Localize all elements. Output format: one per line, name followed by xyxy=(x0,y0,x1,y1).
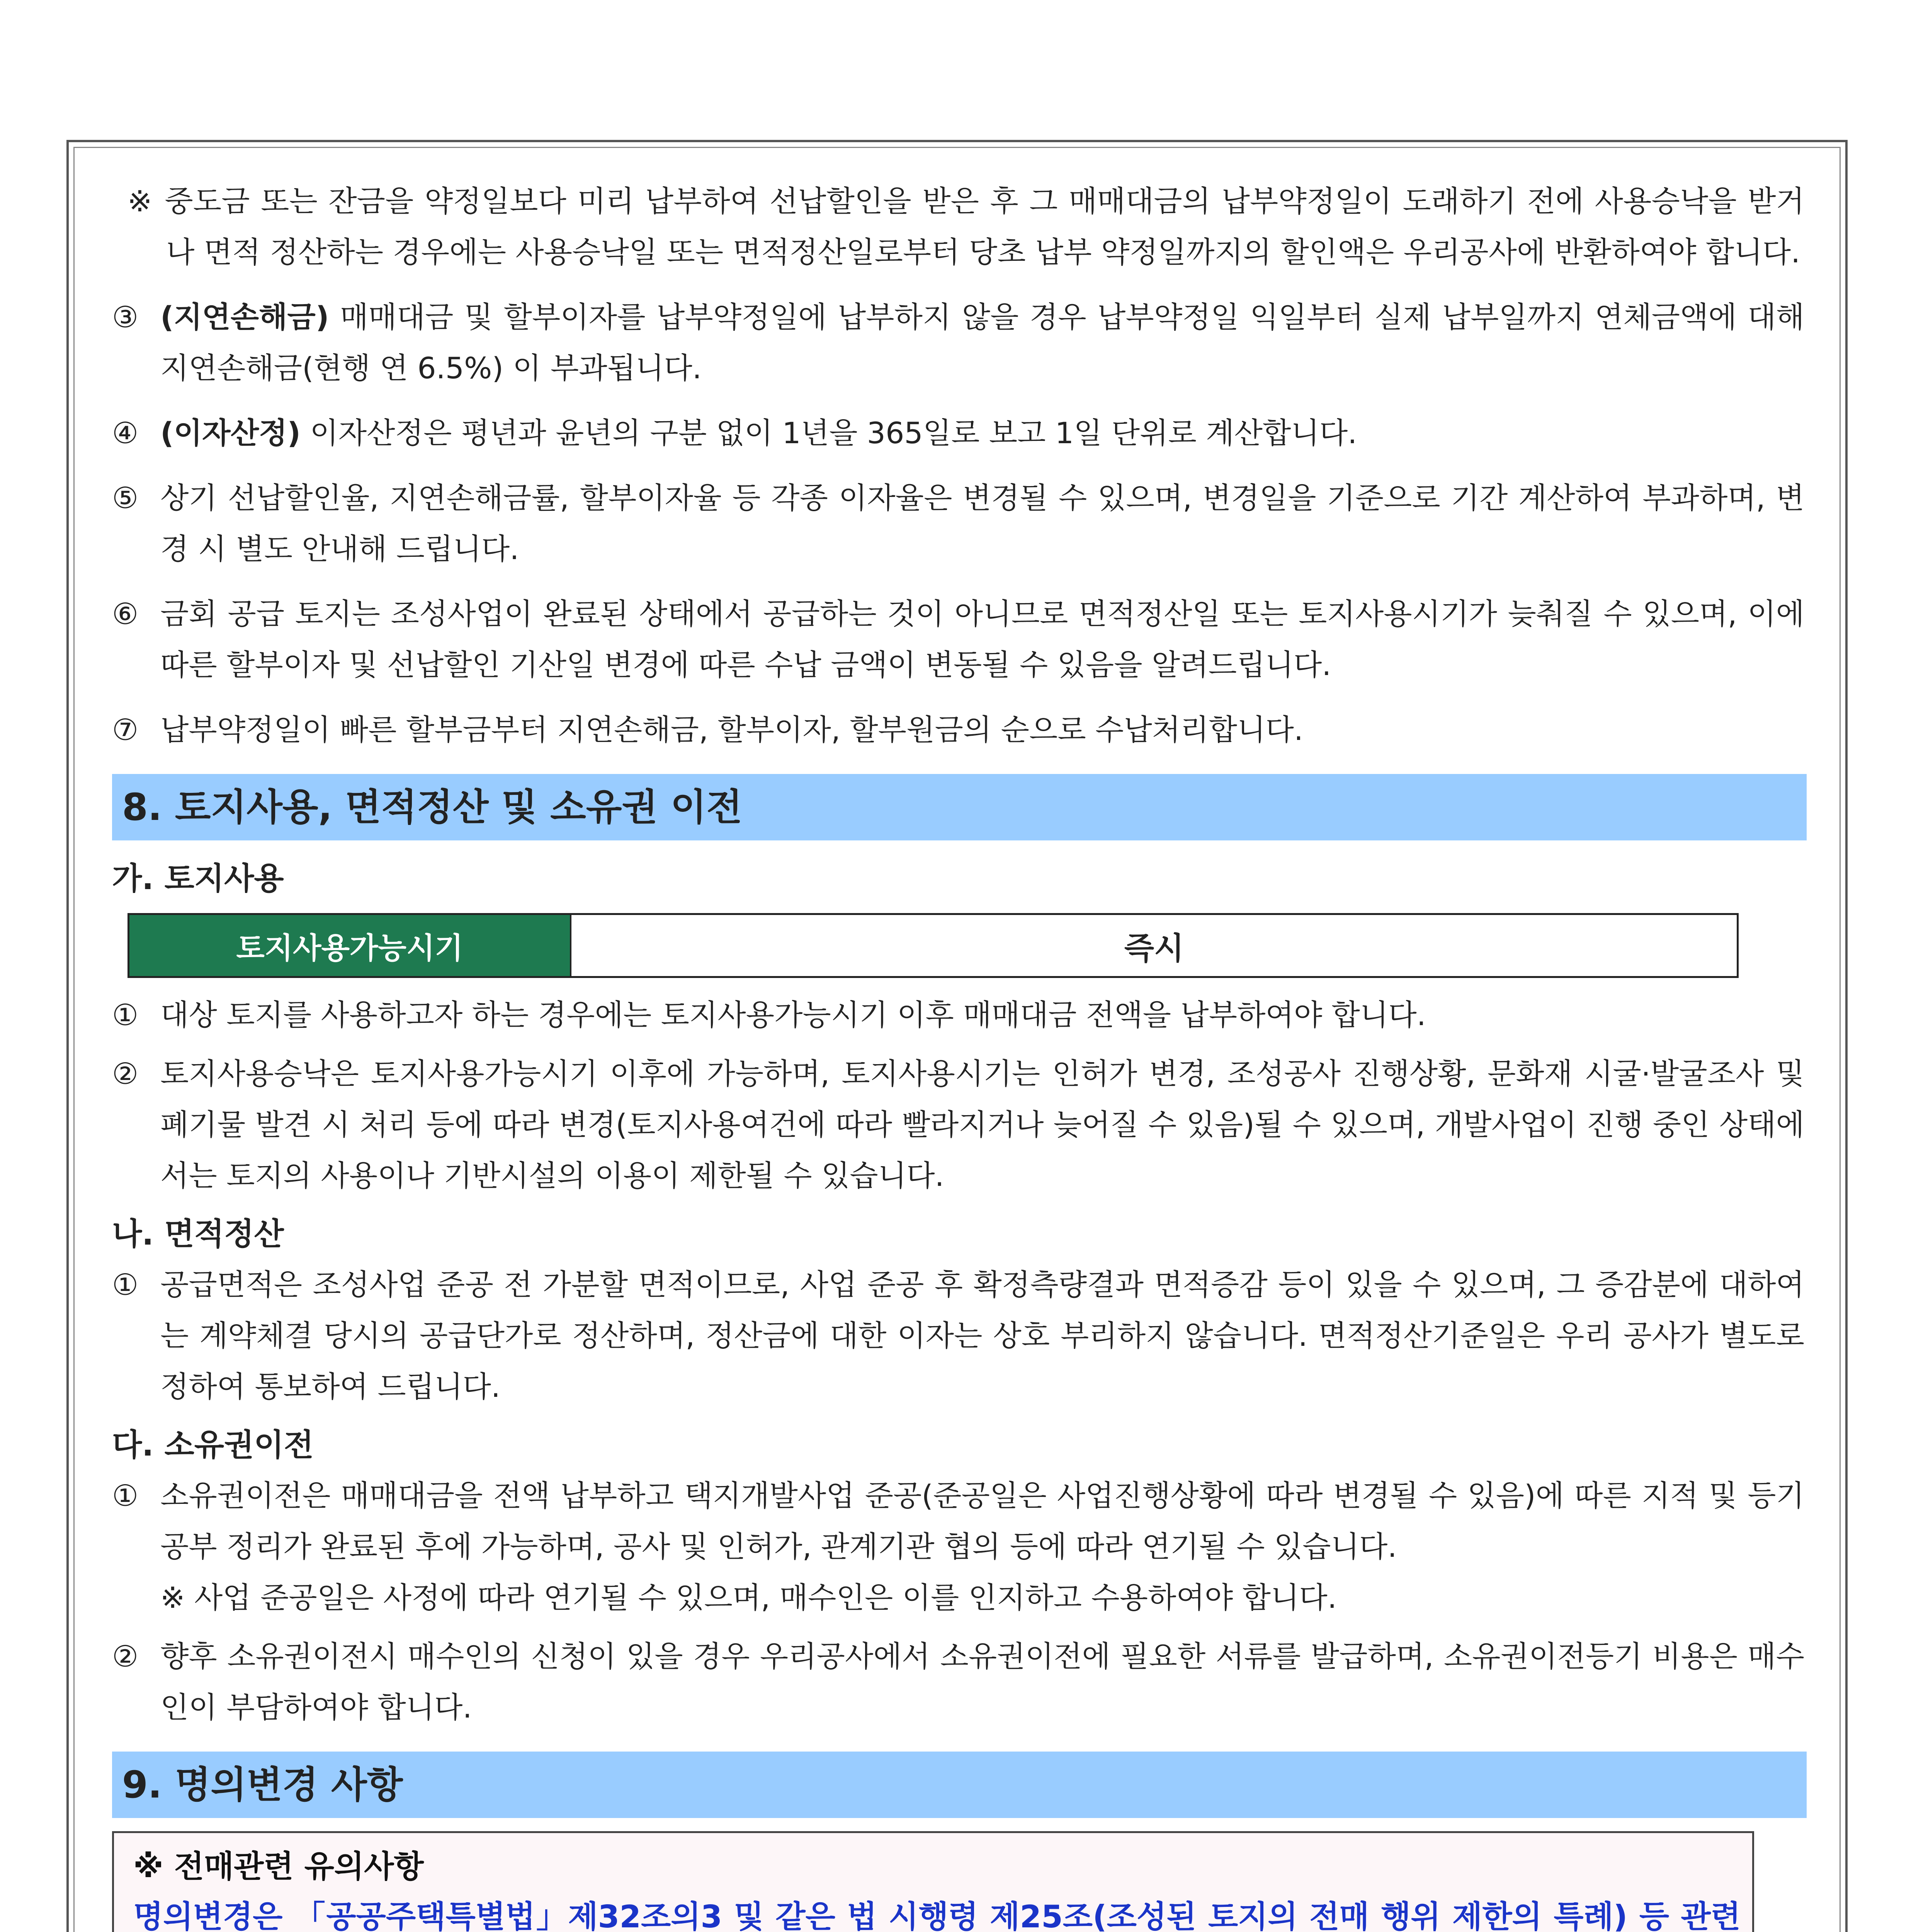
item-note: ※ 사업 준공일은 사정에 따라 연기될 수 있으며, 매수인은 이를 인지하고 수용하여야 합니다. xyxy=(160,1580,1337,1615)
subsection-ownership-transfer-heading: 다. 소유권이전 xyxy=(112,1427,314,1463)
list-item-rate-change xyxy=(112,473,1804,575)
item-text: 대상 토지를 사용하고자 하는 경우에는 토지사용가능시기 이후 매매대금 전액을 납부하여야 합니다. xyxy=(160,998,1426,1032)
list-item xyxy=(112,990,1804,1041)
item-text: 매매대금 및 할부이자를 납부약정일에 납부하지 않을 경우 납부약정일 익일부터 실제 납부일까지 연체금액에 대해 지연손해금(현행 연 6.5%) 이 부과됩니다. xyxy=(160,300,1804,385)
resale-notice-box xyxy=(112,1831,1754,1932)
item-number: ⑤ xyxy=(112,481,139,515)
list-item-interest-calc xyxy=(112,408,1804,459)
land-use-key-cell: 토지사용가능시기 xyxy=(129,915,570,976)
item-text: 토지사용승낙은 토지사용가능시기 이후에 가능하며, 토지사용시기는 인허가 변경, 조성공사 진행상황, 문화재 시굴·발굴조사 및 폐기물 발견 시 처리 등에 따라 변경(토지사용여건에 따라 빨라지거나 늦어질 수 있음)될 수 있으며, 개발사업이 진행 중인 상태에서는 토지의 사용이나 기반시설의 이용이 제한될 수 있습니다. xyxy=(160,1056,1804,1193)
item-text: 이자산정은 평년과 윤년의 구분 없이 1년을 365일로 보고 1일 단위로 계산합니다. xyxy=(301,416,1357,450)
list-item xyxy=(112,1631,1804,1733)
list-item xyxy=(112,1259,1804,1412)
item-number: ① xyxy=(112,1267,139,1302)
item-number: ② xyxy=(112,1056,139,1091)
land-use-table xyxy=(128,913,1739,978)
item-text: 납부약정일이 빠른 할부금부터 지연손해금, 할부이자, 할부원금의 순으로 수납처리합니다. xyxy=(160,713,1303,747)
item-heading: (이자산정) xyxy=(160,416,301,450)
list-item-late-fee xyxy=(112,292,1804,394)
item-number: ⑦ xyxy=(112,713,139,747)
item-text: 금회 공급 토지는 조성사업이 완료된 상태에서 공급하는 것이 아니므로 면적정산일 또는 토지사용시기가 늦춰질 수 있으며, 이에 따른 할부이자 및 선납할인 기산일 변경에 따른 수납 금액이 변동될 수 있음을 알려드립니다. xyxy=(160,597,1804,682)
item-heading: (지연손해금) xyxy=(160,300,329,334)
item-number: ② xyxy=(112,1639,139,1673)
item-text: 상기 선납할인율, 지연손해금률, 할부이자율 등 각종 이자율은 변경될 수 있으며, 변경일을 기준으로 기간 계산하여 부과하며, 변경 시 별도 안내해 드립니다. xyxy=(160,481,1804,566)
item-number: ④ xyxy=(112,416,139,450)
prepayment-note: ※ 중도금 또는 잔금을 약정일보다 미리 납부하여 선납할인을 받은 후 그 매매대금의 납부약정일이 도래하기 전에 사용승낙을 받거나 면적 정산하는 경우에는 사용승낙일 또는 면적정산일로부터 당초 납부 약정일까지의 할인액은 우리공사에 반환하여야 합니다. xyxy=(128,184,1804,269)
section-8-heading: 8. 토지사용, 면적정산 및 소유권 이전 xyxy=(112,774,1807,840)
list-item xyxy=(112,1470,1804,1623)
document-body xyxy=(112,176,1804,1932)
land-use-value-cell: 즉시 xyxy=(570,915,1737,976)
item-number: ③ xyxy=(112,300,139,334)
section-9-heading: 9. 명의변경 사항 xyxy=(112,1752,1807,1818)
notice-title: ※ 전매관련 유의사항 xyxy=(133,1849,424,1884)
item-number: ⑥ xyxy=(112,597,139,631)
subsection-area-settlement-heading: 나. 면적정산 xyxy=(112,1216,284,1252)
item-number: ① xyxy=(112,998,139,1032)
item-text: 소유권이전은 매매대금을 전액 납부하고 택지개발사업 준공(준공일은 사업진행상황에 따라 변경될 수 있음)에 따른 지적 및 등기공부 정리가 완료된 후에 가능하며, 공사 및 인허가, 관계기관 협의 등에 따라 연기될 수 있습니다. xyxy=(160,1478,1804,1564)
list-item-supply-status xyxy=(112,588,1804,690)
subsection-land-use-heading: 가. 토지사용 xyxy=(112,861,284,896)
list-item-payment-order xyxy=(112,704,1804,755)
item-text: 공급면적은 조성사업 준공 전 가분할 면적이므로, 사업 준공 후 확정측량결과 면적증감 등이 있을 수 있으며, 그 증감분에 대하여는 계약체결 당시의 공급단가로 정산하며, 정산금에 대한 이자는 상호 부리하지 않습니다. 면적정산기준일은 우리 공사가 별도로 정하여 통보하여 드립니다. xyxy=(160,1267,1804,1404)
item-number: ① xyxy=(112,1478,139,1513)
item-text: 향후 소유권이전시 매수인의 신청이 있을 경우 우리공사에서 소유권이전에 필요한 서류를 발급하며, 소유권이전등기 비용은 매수인이 부담하여야 합니다. xyxy=(160,1639,1804,1725)
list-item xyxy=(112,1048,1804,1201)
notice-lead: 명의변경은 「공공주택특별법」제32조의3 및 같은 법 시행령 제25조(조성된 토지의 전매 행위 제한의 특례) 등 관련 xyxy=(133,1899,1741,1932)
